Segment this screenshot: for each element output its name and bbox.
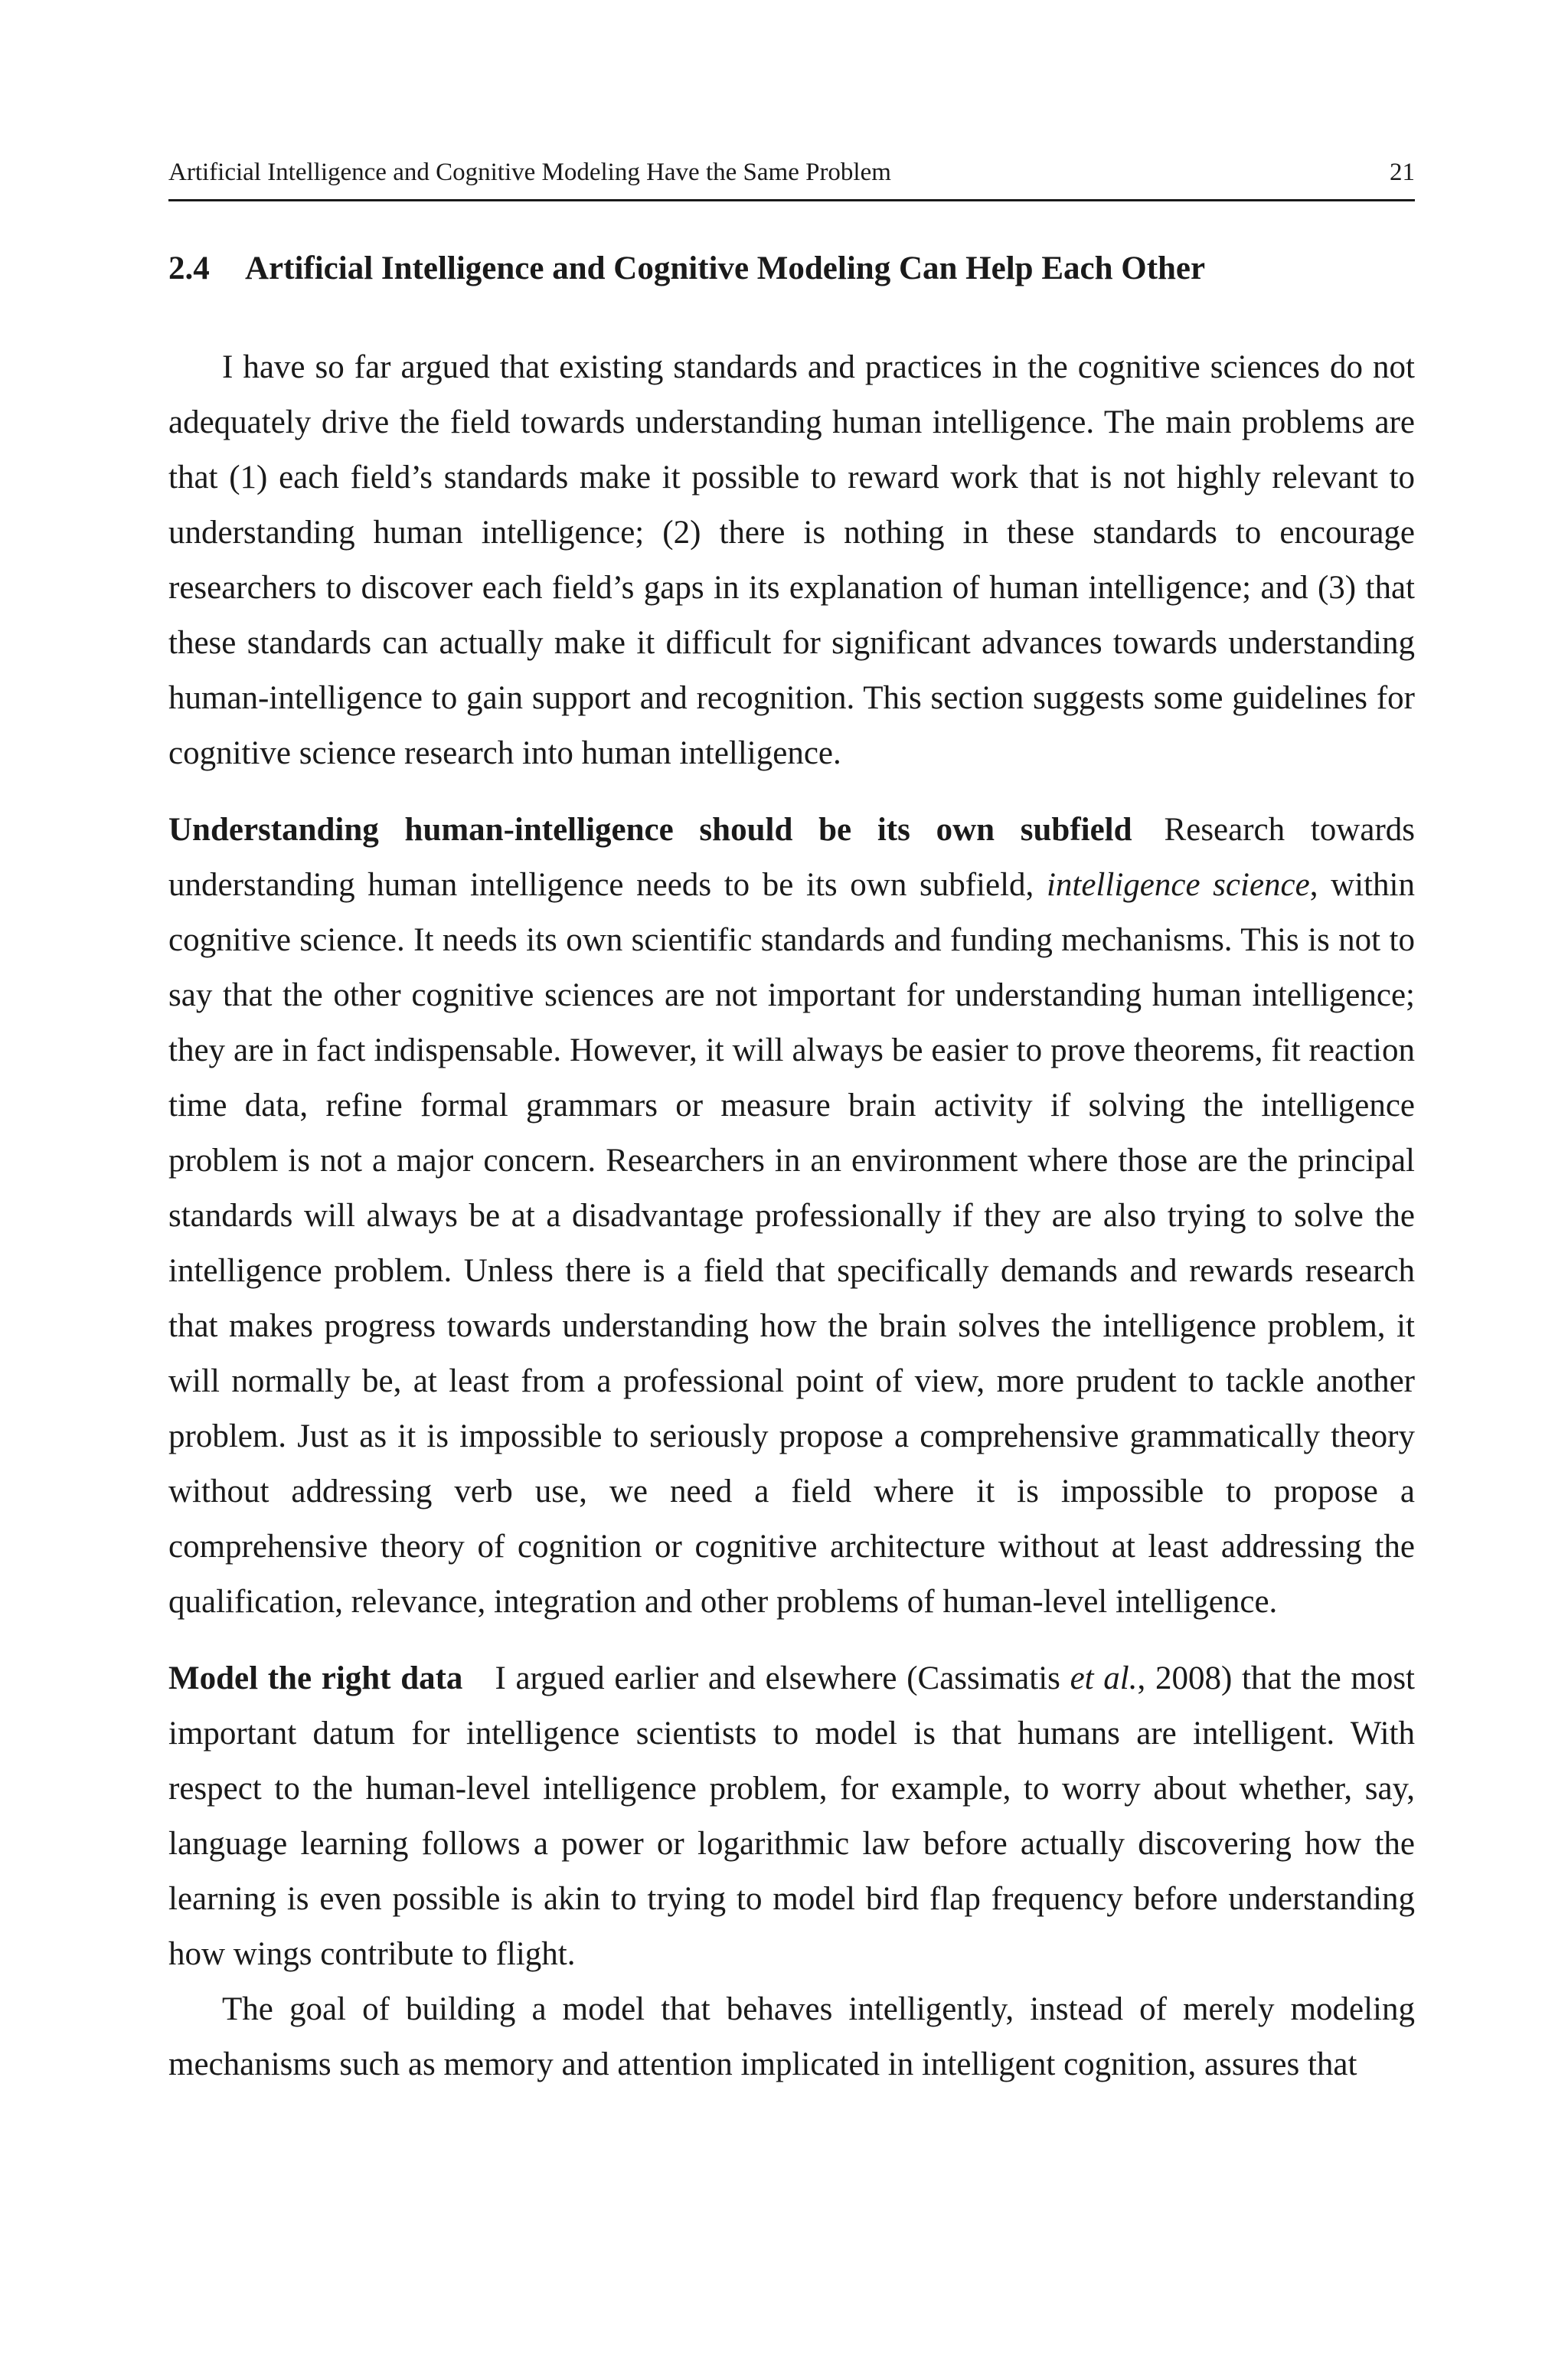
paragraph-subfield [168, 803, 1415, 1630]
italic-term: intelligence science [1046, 867, 1310, 903]
paragraph-text: , 2008) that the most important datum for intelligence scientists to model is that humans are intelligent. With respect to the human-level intelligence problem, for example, to worry about whether, say, language learning follows a power or logarithmic law before actually discovering how the learning is even possible is akin to trying to model bird flap frequency before understanding how wings contribute to flight. [168, 1660, 1416, 1972]
section-heading [168, 244, 1415, 294]
paragraph-model-data [168, 1651, 1415, 1982]
citation-italic: et al. [1070, 1660, 1138, 1696]
paragraph-lead-subfield: Understanding human-intelligence should be its own subfield [168, 812, 1132, 848]
body-text [168, 340, 1415, 2092]
page-number: 21 [1390, 159, 1415, 186]
paragraph-text: Research towards understanding human intelligence needs to be its own subfield, [168, 812, 1415, 903]
paragraph-goal: The goal of building a model that behaves intelligently, instead of merely modeling mechanisms such as memory and attention implicated in intelligent cognition, assures that [168, 1991, 1415, 2082]
running-title: Artificial Intelligence and Cognitive Modeling Have the Same Problem [168, 159, 891, 186]
paragraph-intro: I have so far argued that existing standards and practices in the cognitive sciences do not adequately drive the field towards understanding human intelligence. The main problems are that (1) each field’s standards make it possible to reward work that is not highly relevant to understanding human intelligence; (2) there is nothing in these standards to encourage researchers to discover each field’s gaps in its explanation of human intelligence; and (3) that these standards can actually make it difficult for significant advances towards understanding human-intelligence to gain support and recognition. This section suggests some guidelines for cognitive science research into human intelligence. [168, 349, 1415, 771]
section-number: 2.4 [168, 250, 210, 286]
paragraph-text: I argued earlier and elsewhere (Cassimatis [495, 1660, 1060, 1696]
running-header [168, 153, 1415, 201]
paragraph-text: , within cognitive science. It needs its own scientific standards and funding mechanisms. This is not to say that the other cognitive sciences are not important for understanding human intelligence; they are in fact indispensable. However, it will always be easier to prove theorems, fit reaction time data, refine formal grammars or measure brain activity if solving the intelligence problem is not a major concern. Researchers in an environment where those are the principal standards will always be at a disadvantage professionally if they are also trying to solve the intelligence problem. Unless there is a field that specifically demands and rewards research that makes progress towards understanding how the brain solves the intelligence problem, it will normally be, at least from a professional point of view, more prudent to tackle another problem. Just as it is impossible to seriously propose a comprehensive grammatically theory without addressing verb use, we need a field where it is impossible to propose a comprehensive theory of cognition or cognitive architecture without at least addressing the qualification, relevance, integration and other problems of human-level intelligence. [168, 867, 1415, 1620]
paragraph-lead-model-data: Model the right data [168, 1660, 463, 1696]
section-title: Artificial Intelligence and Cognitive Modeling Can Help Each Other [245, 250, 1206, 286]
